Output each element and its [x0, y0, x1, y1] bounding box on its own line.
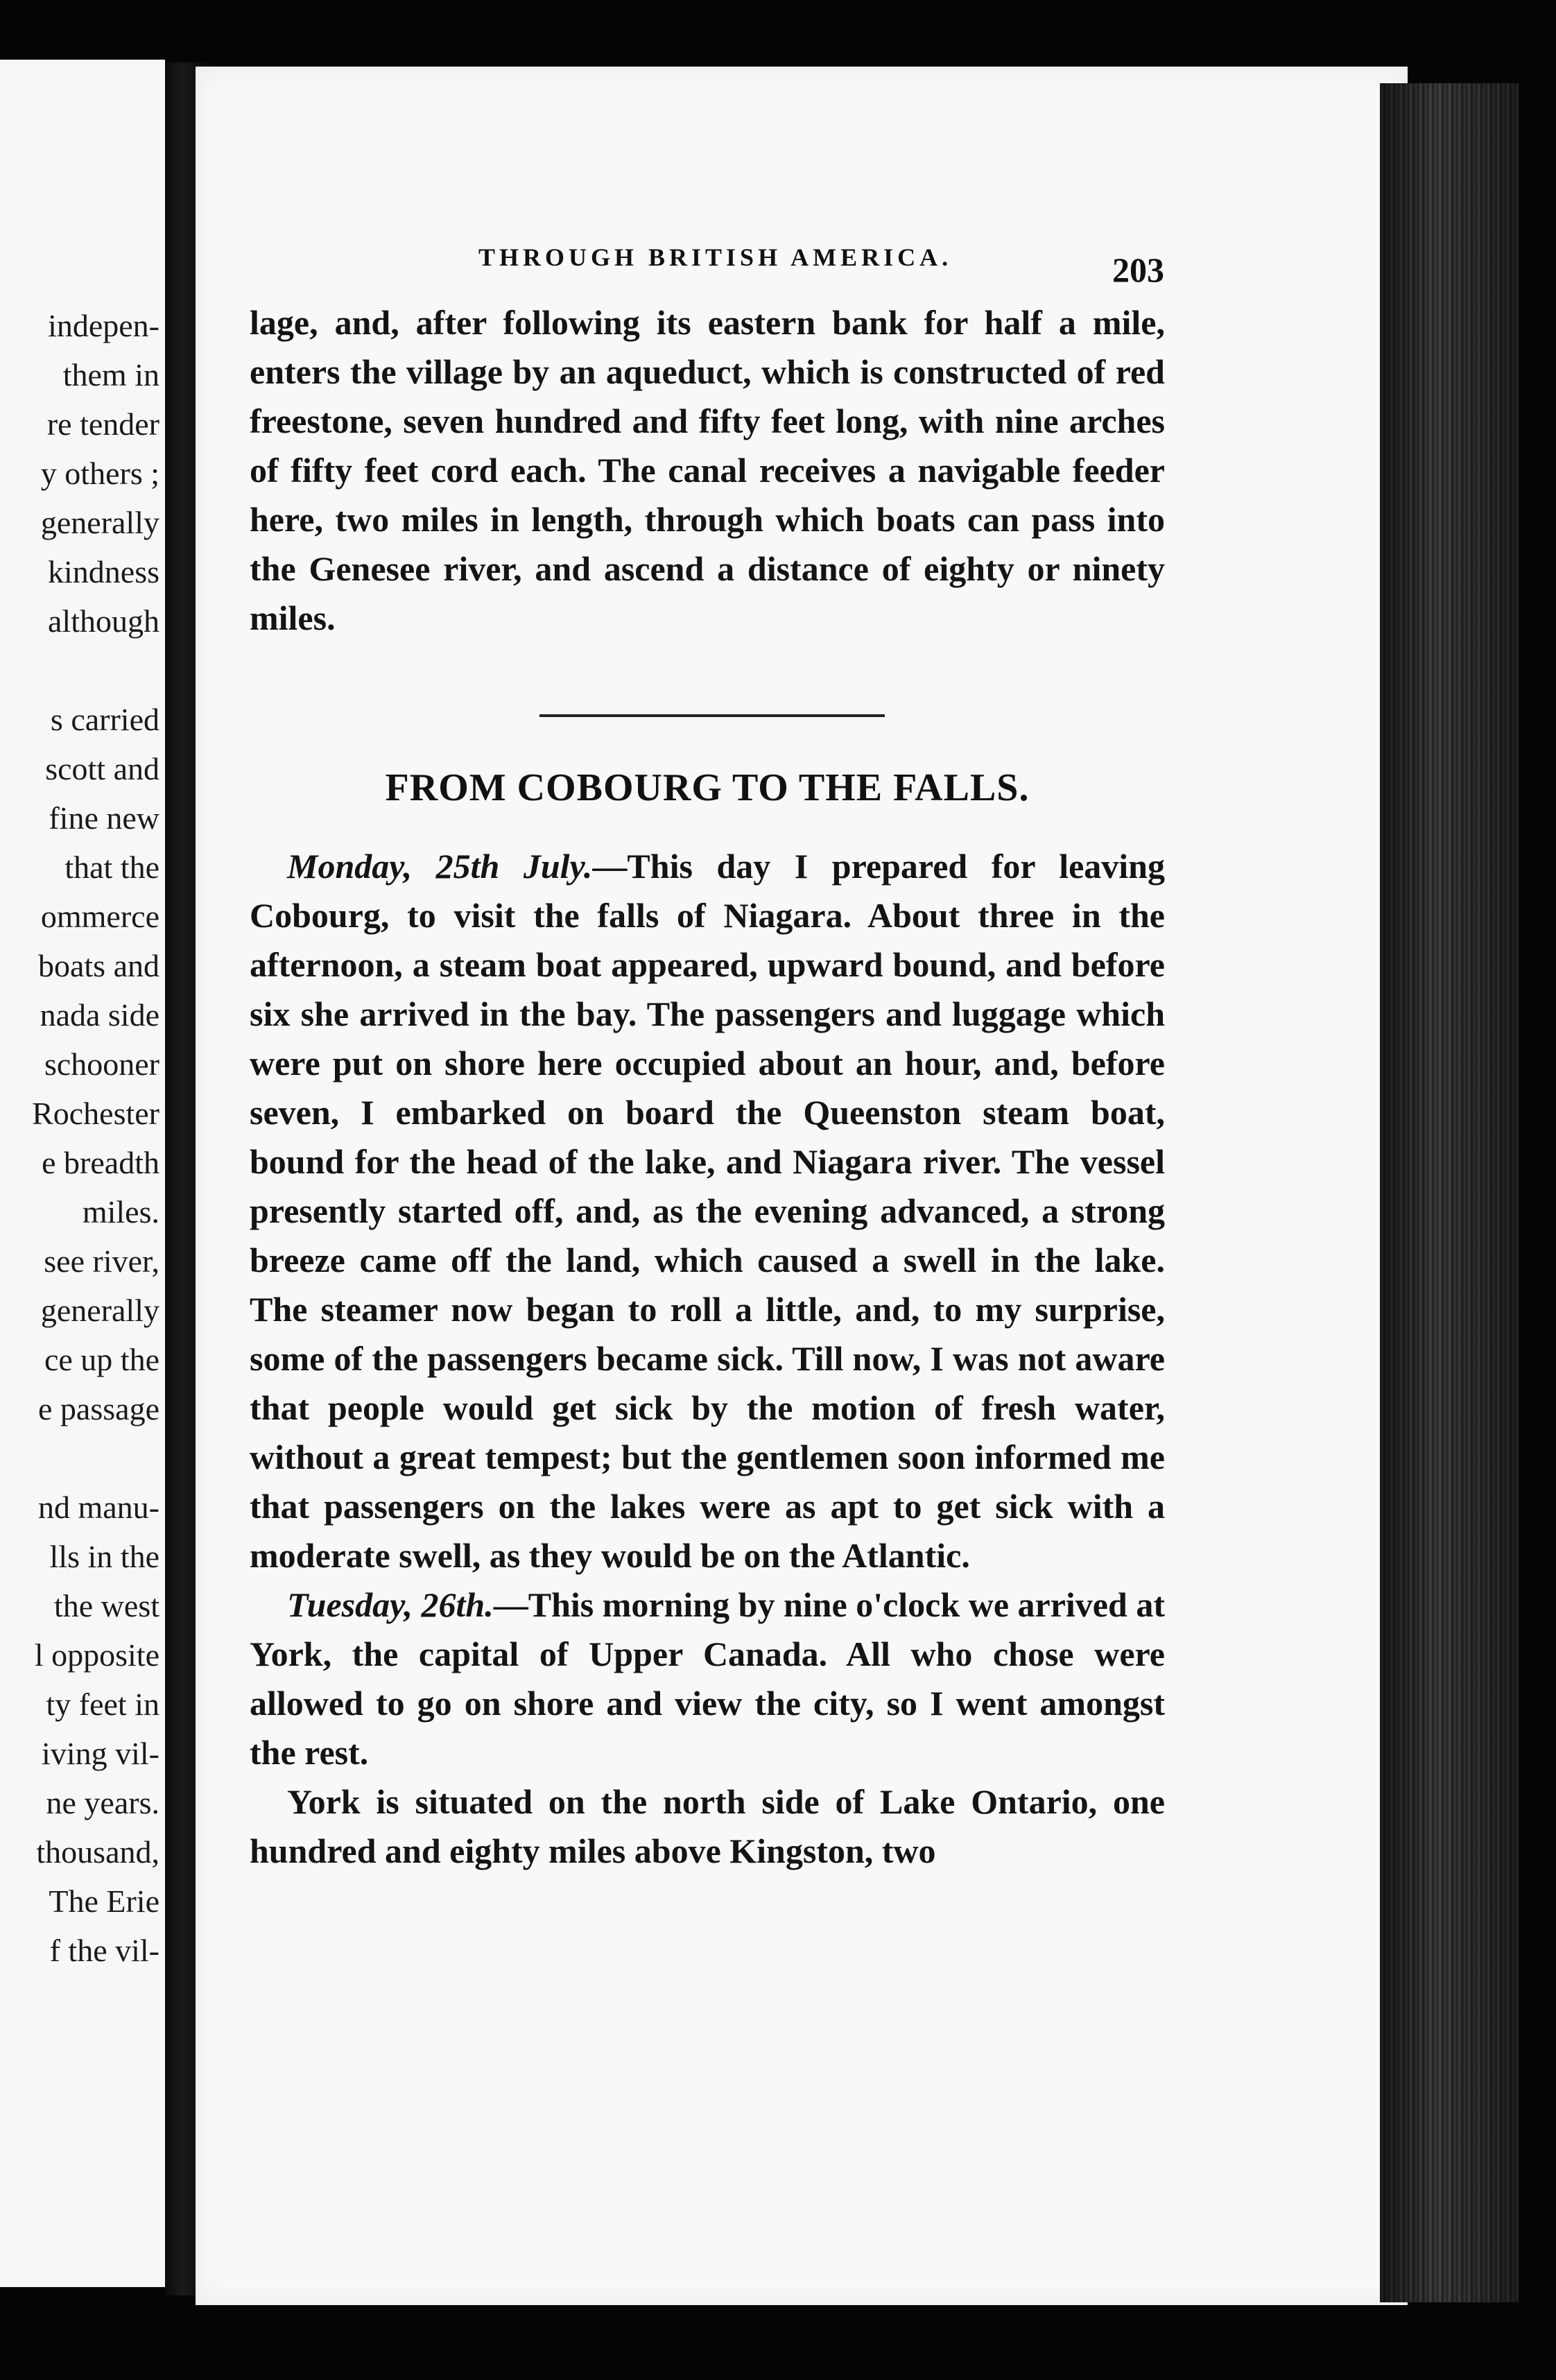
previous-page-line: kindness	[48, 554, 159, 589]
previous-page-line: y others ;	[40, 456, 159, 491]
previous-page-line: ty feet in	[46, 1687, 159, 1722]
previous-page-line: e breadth	[42, 1145, 159, 1180]
section-heading: FROM COBOURG TO THE FALLS.	[385, 766, 1030, 809]
previous-page-line: see river,	[44, 1243, 159, 1279]
previous-page-line: fine new	[49, 800, 159, 836]
previous-page-line: generally	[40, 1293, 159, 1328]
previous-page-line: The Erie	[49, 1883, 159, 1919]
previous-page-line: scott and	[45, 751, 159, 786]
paragraph-text: —This day I prepared for leaving Cobourg, to visit the falls of Niagara. About three in the afternoon, a steam boat appeared, upward bound, and before six she arrived in the bay. The passengers and luggage which were put on shore here occupied about an hour, and, before seven, I embarked on board the Queenston steam boat, bound for the head of the lake, and Niagara river. The vessel presently started off, and, as the evening advanced, a strong breeze came off the land, which caused a swell in the lake. The steamer now began to roll a little, and, to my surprise, some of the passengers became sick. Till now, I was not aware that people would get sick by the motion of fresh water, without a great tempest; but the gentlemen soon informed me that passengers on the lakes were as apt to get sick with a moderate swell, as they would be on the Atlantic.	[250, 847, 1165, 1575]
previous-page-text	[0, 301, 159, 1975]
previous-page-line	[0, 1433, 159, 1483]
previous-page-line	[0, 646, 159, 695]
section-divider	[539, 714, 885, 717]
paragraph-text: —This morning by nine o'clock we arrived at York, the capital of Upper Canada. All who chose were allowed to go on shore and view the city, so I went amongst the rest.	[250, 1585, 1165, 1772]
previous-page-line: lls in the	[49, 1539, 159, 1574]
previous-page-line: boats and	[37, 948, 159, 983]
previous-page-line: ce up the	[44, 1342, 159, 1377]
opening-paragraph-block	[250, 298, 1165, 643]
previous-page	[0, 60, 165, 2287]
previous-page-line: nd manu-	[37, 1490, 159, 1525]
paragraph-text: York is situated on the north side of Lake Ontario, one hundred and eighty miles above Kingston, two	[250, 1782, 1165, 1870]
date-label: Monday, 25th July.	[287, 847, 593, 886]
previous-page-line: indepen-	[48, 308, 159, 343]
previous-page-line: e passage	[38, 1391, 159, 1426]
previous-page-line: them in	[62, 357, 159, 393]
previous-page-line: l opposite	[34, 1637, 159, 1673]
previous-page-line: f the vil-	[49, 1933, 159, 1968]
date-label: Tuesday, 26th.	[287, 1585, 494, 1624]
previous-page-line: ne years.	[46, 1785, 159, 1820]
previous-page-line: that the	[64, 850, 159, 885]
previous-page-line: generally	[40, 505, 159, 540]
opening-paragraph: lage, and, after following its eastern bank for half a mile, enters the village by an aqueduct, which is constructed of red freestone, seven hundred and fifty feet long, with nine arches of fifty feet cord each. The canal receives a navigable feeder here, two miles in length, through which boats can pass into the Genesee river, and ascend a distance of eighty or ninety miles.	[250, 303, 1165, 637]
paragraph-monday	[250, 842, 1165, 1580]
running-head: THROUGH BRITISH AMERICA.	[478, 243, 953, 271]
paragraph-tuesday	[250, 1580, 1165, 1777]
previous-page-line: thousand,	[36, 1834, 159, 1870]
previous-page-line: schooner	[44, 1046, 159, 1082]
previous-page-line: iving vil-	[42, 1736, 159, 1771]
previous-page-line: re tender	[46, 406, 159, 442]
page-number: 203	[1112, 250, 1164, 289]
previous-page-line: the west	[53, 1588, 159, 1623]
previous-page-line: ommerce	[40, 899, 159, 934]
previous-page-line: s carried	[50, 702, 159, 737]
previous-page-line: although	[48, 603, 159, 639]
section-body	[250, 842, 1165, 1876]
previous-page-line: Rochester	[32, 1096, 159, 1131]
previous-page-line: nada side	[40, 997, 159, 1033]
previous-page-line: miles.	[82, 1194, 159, 1230]
paragraph-york	[250, 1777, 1165, 1876]
